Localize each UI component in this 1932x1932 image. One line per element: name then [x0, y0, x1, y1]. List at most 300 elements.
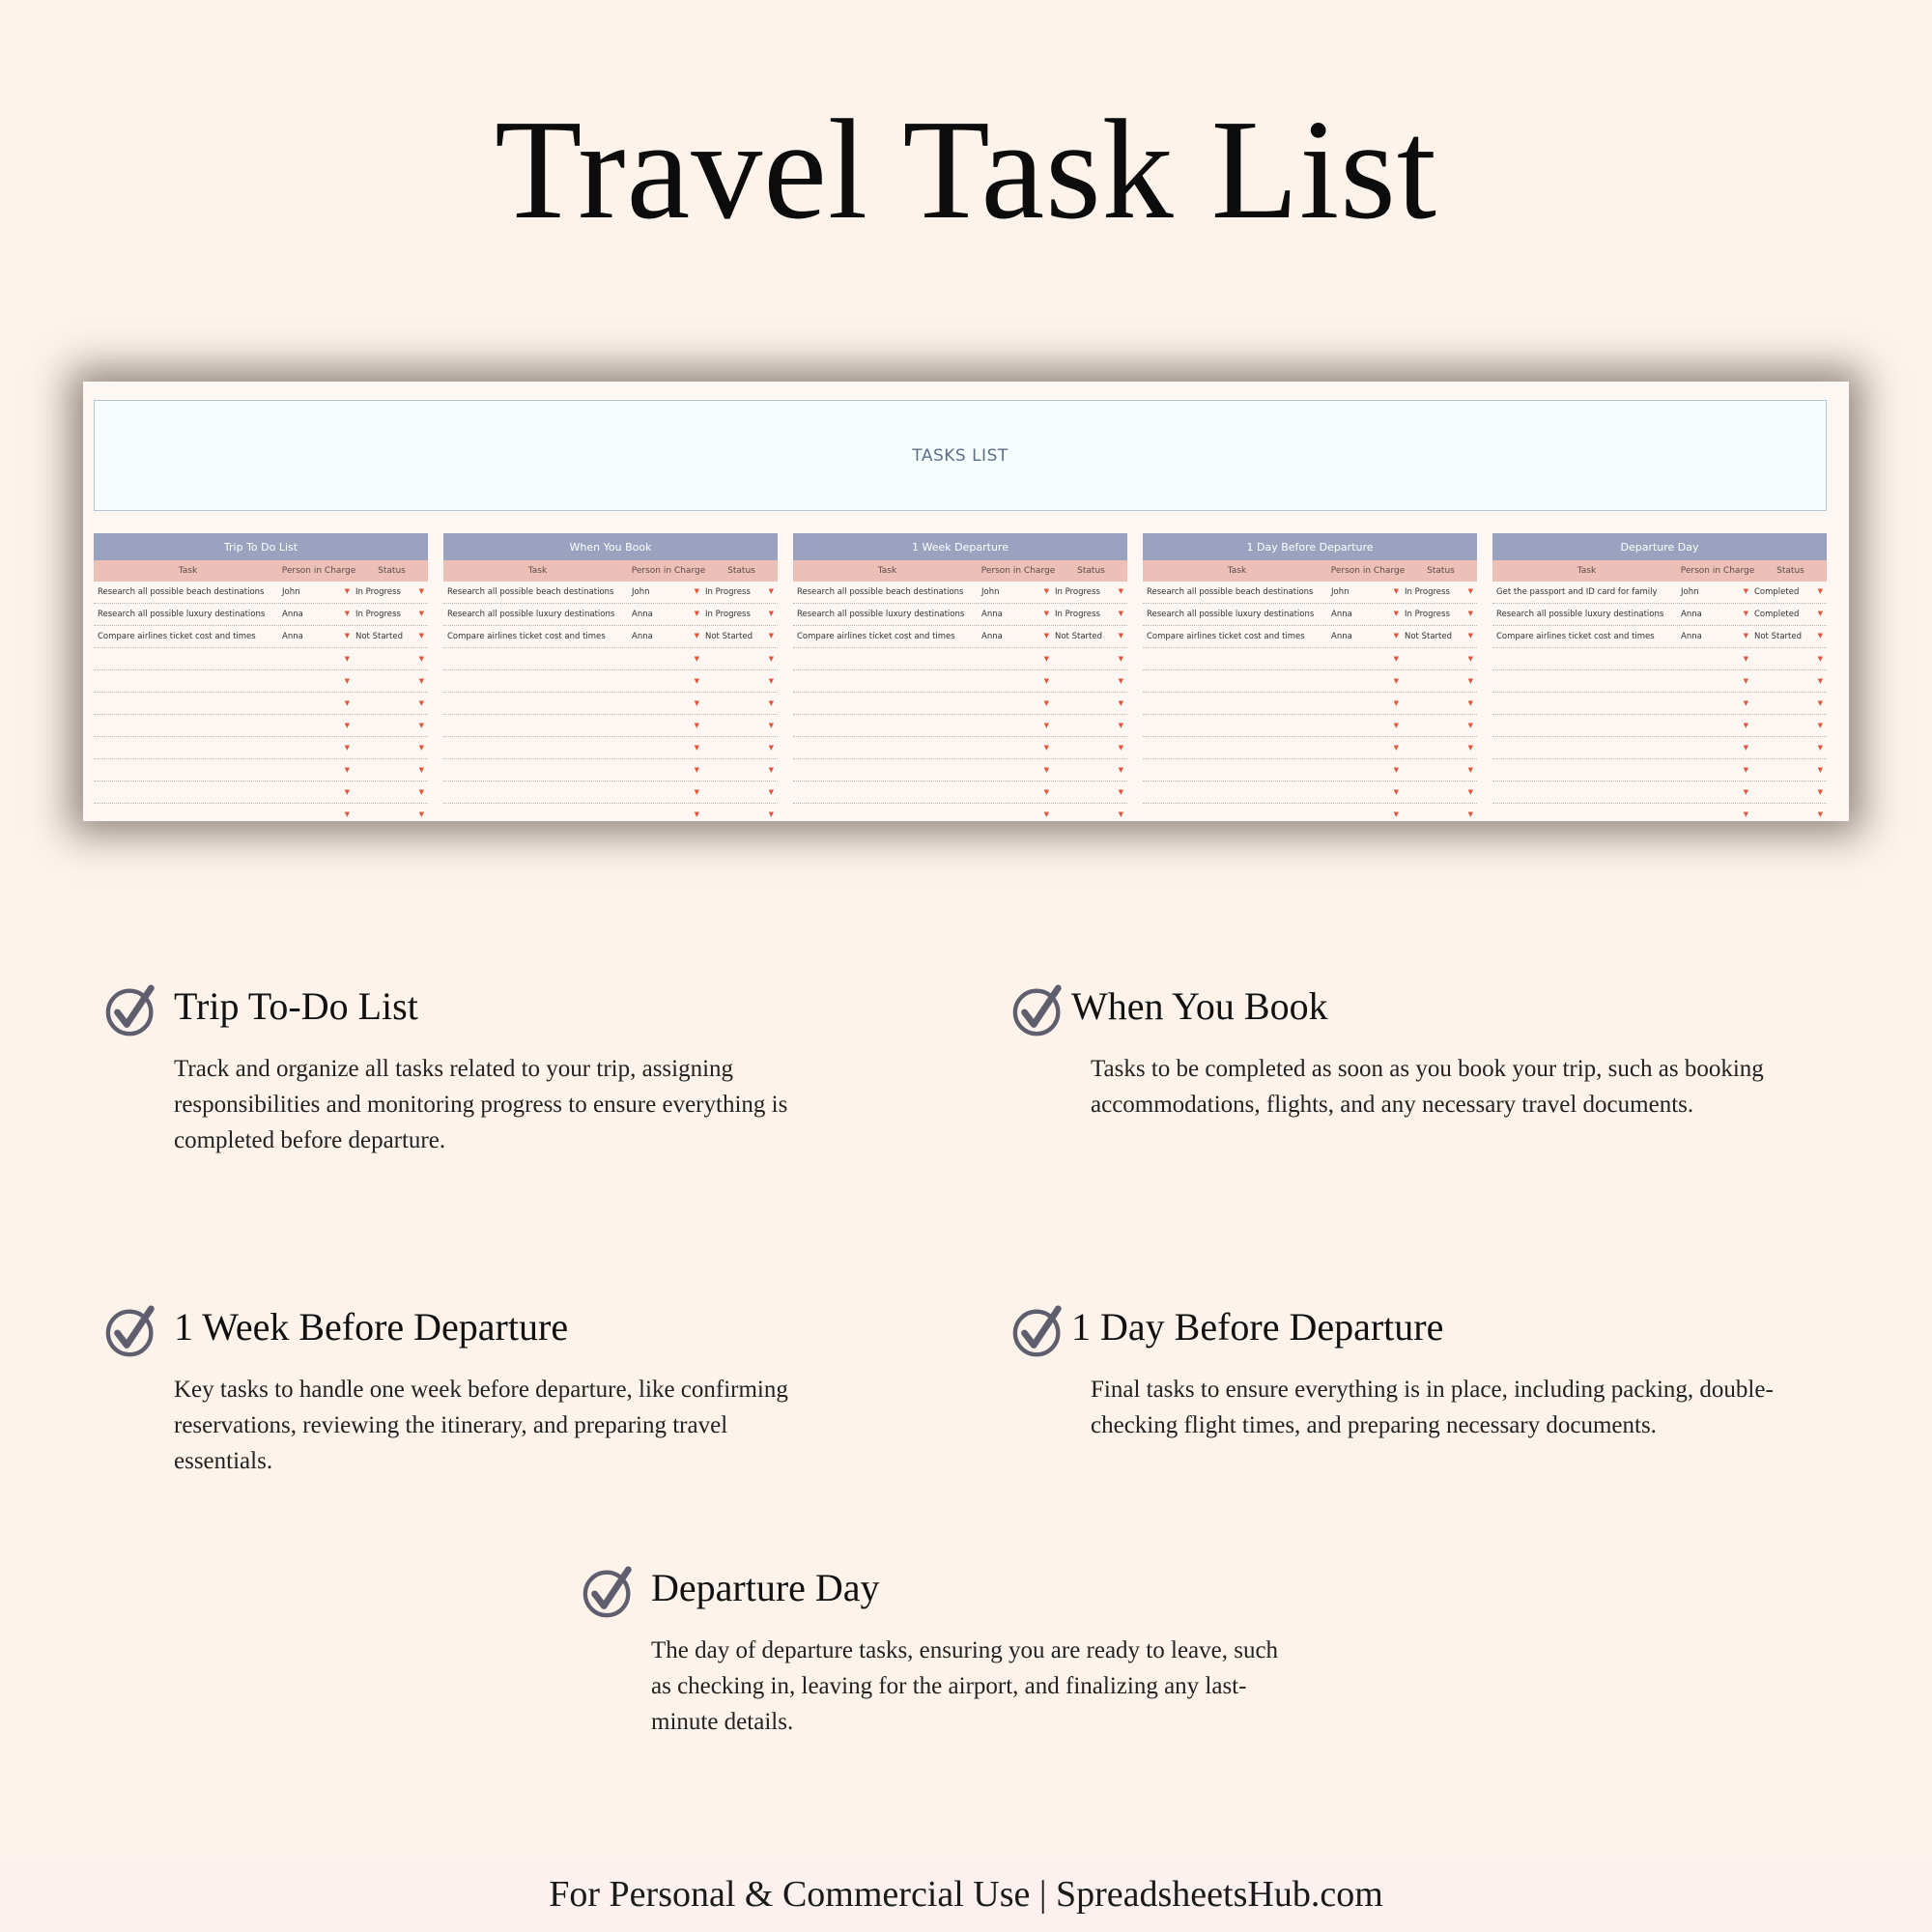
feature-section [582, 1565, 1432, 1758]
status-dropdown[interactable] [355, 632, 428, 641]
person-dropdown[interactable] [981, 655, 1055, 663]
person-dropdown[interactable] [282, 699, 355, 707]
description-line: accommodations, flights, and any necessary travel documents. [1091, 1092, 1694, 1118]
column-header: Task [527, 566, 548, 576]
description-line: Track and organize all tasks related to your trip, assigning [174, 1056, 734, 1082]
status-dropdown[interactable] [1055, 632, 1127, 641]
table-header [1492, 560, 1827, 582]
person-dropdown[interactable] [282, 655, 355, 663]
person-dropdown[interactable] [632, 655, 705, 663]
dropdown-caret-icon[interactable]: ▼ [768, 632, 774, 639]
dropdown-caret-icon[interactable]: ▼ [418, 677, 424, 685]
dropdown-caret-icon[interactable]: ▼ [1118, 810, 1123, 818]
person-dropdown[interactable] [981, 722, 1055, 729]
dropdown-caret-icon[interactable]: ▼ [344, 655, 350, 663]
person-dropdown[interactable] [981, 587, 1055, 597]
dropdown-caret-icon[interactable]: ▼ [1743, 610, 1748, 617]
status-dropdown[interactable] [1055, 677, 1127, 685]
dropdown-caret-icon[interactable]: ▼ [1467, 632, 1473, 639]
dropdown-caret-icon[interactable]: ▼ [344, 677, 350, 685]
task-cell[interactable]: Research all possible luxury destinations [797, 610, 965, 619]
dropdown-caret-icon[interactable]: ▼ [1467, 788, 1473, 796]
status-dropdown[interactable] [1754, 744, 1827, 752]
status-dropdown[interactable] [705, 655, 778, 663]
status-dropdown[interactable] [1055, 655, 1127, 663]
person-dropdown[interactable] [1681, 744, 1754, 752]
table-row [443, 582, 778, 604]
dropdown-caret-icon[interactable]: ▼ [418, 788, 424, 796]
task-cell[interactable]: Research all possible luxury destinations [98, 610, 266, 619]
person-dropdown[interactable] [1681, 722, 1754, 729]
dropdown-caret-icon[interactable]: ▼ [694, 610, 699, 617]
check-circle-icon [1011, 1304, 1067, 1360]
person-dropdown[interactable] [1331, 587, 1405, 597]
status-dropdown[interactable] [705, 766, 778, 774]
dropdown-caret-icon[interactable]: ▼ [1118, 699, 1123, 707]
description-line: reservations, reviewing the itinerary, and preparing travel [174, 1412, 728, 1438]
person-dropdown[interactable] [632, 587, 705, 597]
person-dropdown[interactable] [632, 744, 705, 752]
dropdown-caret-icon[interactable]: ▼ [694, 632, 699, 639]
person-dropdown[interactable] [1681, 655, 1754, 663]
dropdown-caret-icon[interactable]: ▼ [694, 722, 699, 729]
status-dropdown-value: Completed [1754, 587, 1800, 597]
person-dropdown[interactable] [981, 744, 1055, 752]
dropdown-caret-icon[interactable]: ▼ [1393, 810, 1399, 818]
person-dropdown[interactable] [282, 744, 355, 752]
dropdown-caret-icon[interactable]: ▼ [1393, 744, 1399, 752]
person-dropdown[interactable] [632, 677, 705, 685]
person-dropdown[interactable] [632, 722, 705, 729]
dropdown-caret-icon[interactable]: ▼ [694, 766, 699, 774]
person-dropdown[interactable] [1331, 699, 1405, 707]
dropdown-caret-icon[interactable]: ▼ [344, 810, 350, 818]
dropdown-caret-icon[interactable]: ▼ [1743, 655, 1748, 663]
dropdown-caret-icon[interactable]: ▼ [694, 788, 699, 796]
status-dropdown[interactable] [1754, 722, 1827, 729]
dropdown-caret-icon[interactable]: ▼ [1743, 677, 1748, 685]
dropdown-caret-icon[interactable]: ▼ [1043, 766, 1049, 774]
dropdown-caret-icon[interactable]: ▼ [1393, 610, 1399, 617]
dropdown-caret-icon[interactable]: ▼ [1817, 788, 1823, 796]
person-dropdown[interactable] [1331, 722, 1405, 729]
status-dropdown[interactable] [705, 587, 778, 597]
person-dropdown[interactable] [1681, 610, 1754, 619]
feature-description [1091, 1372, 1863, 1443]
task-cell[interactable]: Research all possible beach destinations [1147, 587, 1314, 597]
person-dropdown-value: John [1681, 587, 1699, 597]
dropdown-caret-icon[interactable]: ▼ [1043, 632, 1049, 639]
dropdown-caret-icon[interactable]: ▼ [694, 587, 699, 595]
table-row [793, 759, 1127, 781]
dropdown-caret-icon[interactable]: ▼ [768, 587, 774, 595]
status-dropdown[interactable] [1055, 610, 1127, 619]
dropdown-caret-icon[interactable]: ▼ [1118, 587, 1123, 595]
dropdown-caret-icon[interactable]: ▼ [1467, 744, 1473, 752]
status-dropdown-value: In Progress [1055, 587, 1100, 597]
status-dropdown[interactable] [1405, 587, 1477, 597]
column-header: Task [178, 566, 198, 576]
task-table [1492, 533, 1827, 821]
person-dropdown[interactable] [632, 610, 705, 619]
status-dropdown-value: In Progress [355, 610, 401, 619]
dropdown-caret-icon[interactable]: ▼ [1817, 677, 1823, 685]
dropdown-caret-icon[interactable]: ▼ [1393, 632, 1399, 639]
person-dropdown[interactable] [1681, 766, 1754, 774]
person-dropdown[interactable] [632, 699, 705, 707]
column-header: Person in Charge [1680, 566, 1755, 576]
person-dropdown[interactable] [981, 632, 1055, 641]
task-table [443, 533, 778, 821]
table-row [94, 781, 428, 804]
status-dropdown[interactable] [1754, 699, 1827, 707]
status-dropdown[interactable] [355, 677, 428, 685]
dropdown-caret-icon[interactable]: ▼ [344, 587, 350, 595]
dropdown-caret-icon[interactable]: ▼ [1817, 810, 1823, 818]
table-title: Trip To Do List [94, 533, 428, 560]
dropdown-caret-icon[interactable]: ▼ [344, 766, 350, 774]
dropdown-caret-icon[interactable]: ▼ [1817, 766, 1823, 774]
column-header: Task [877, 566, 897, 576]
dropdown-caret-icon[interactable]: ▼ [418, 810, 424, 818]
dropdown-caret-icon[interactable]: ▼ [1043, 744, 1049, 752]
dropdown-caret-icon[interactable]: ▼ [1467, 766, 1473, 774]
dropdown-caret-icon[interactable]: ▼ [1043, 788, 1049, 796]
table-header [793, 560, 1127, 582]
status-dropdown[interactable] [355, 744, 428, 752]
page-title: Travel Task List [495, 91, 1437, 249]
dropdown-caret-icon[interactable]: ▼ [694, 744, 699, 752]
dropdown-caret-icon[interactable]: ▼ [1118, 610, 1123, 617]
dropdown-caret-icon[interactable]: ▼ [1743, 722, 1748, 729]
dropdown-caret-icon[interactable]: ▼ [1743, 766, 1748, 774]
status-dropdown[interactable] [1405, 655, 1477, 663]
table-row [793, 670, 1127, 693]
status-dropdown[interactable] [1754, 766, 1827, 774]
status-dropdown[interactable] [355, 587, 428, 597]
dropdown-caret-icon[interactable]: ▼ [1393, 722, 1399, 729]
dropdown-caret-icon[interactable]: ▼ [1393, 766, 1399, 774]
dropdown-caret-icon[interactable]: ▼ [1467, 587, 1473, 595]
dropdown-caret-icon[interactable]: ▼ [418, 722, 424, 729]
dropdown-caret-icon[interactable]: ▼ [1043, 810, 1049, 818]
table-title: 1 Day Before Departure [1143, 533, 1477, 560]
dropdown-caret-icon[interactable]: ▼ [344, 788, 350, 796]
status-dropdown[interactable] [1055, 810, 1127, 818]
dropdown-caret-icon[interactable]: ▼ [768, 766, 774, 774]
task-cell[interactable]: Research all possible luxury destinations [447, 610, 615, 619]
person-dropdown[interactable] [1331, 810, 1405, 818]
dropdown-caret-icon[interactable]: ▼ [1743, 810, 1748, 818]
person-dropdown[interactable] [1681, 788, 1754, 796]
dropdown-caret-icon[interactable]: ▼ [1393, 788, 1399, 796]
dropdown-caret-icon[interactable]: ▼ [1467, 655, 1473, 663]
table-row [443, 804, 778, 821]
status-dropdown[interactable] [1754, 632, 1827, 641]
dropdown-caret-icon[interactable]: ▼ [1817, 610, 1823, 617]
dropdown-caret-icon[interactable]: ▼ [344, 744, 350, 752]
dropdown-caret-icon[interactable]: ▼ [1467, 610, 1473, 617]
status-dropdown-value: Not Started [1055, 632, 1102, 641]
status-dropdown[interactable] [1754, 655, 1827, 663]
dropdown-caret-icon[interactable]: ▼ [1393, 677, 1399, 685]
person-dropdown[interactable] [632, 810, 705, 818]
status-dropdown[interactable] [1405, 810, 1477, 818]
dropdown-caret-icon[interactable]: ▼ [1118, 632, 1123, 639]
dropdown-caret-icon[interactable]: ▼ [1467, 810, 1473, 818]
person-dropdown[interactable] [282, 788, 355, 796]
dropdown-caret-icon[interactable]: ▼ [1393, 587, 1399, 595]
status-dropdown[interactable] [705, 810, 778, 818]
dropdown-caret-icon[interactable]: ▼ [1817, 632, 1823, 639]
person-dropdown[interactable] [1681, 810, 1754, 818]
status-dropdown[interactable] [1754, 587, 1827, 597]
task-cell[interactable]: Compare airlines ticket cost and times [1496, 632, 1655, 641]
person-dropdown[interactable] [1331, 655, 1405, 663]
description-line: Tasks to be completed as soon as you book your trip, such as booking [1091, 1056, 1764, 1082]
status-dropdown[interactable] [1055, 722, 1127, 729]
status-dropdown[interactable] [355, 610, 428, 619]
dropdown-caret-icon[interactable]: ▼ [1817, 699, 1823, 707]
table-row [1492, 693, 1827, 715]
dropdown-caret-icon[interactable]: ▼ [1467, 677, 1473, 685]
table-row [1492, 582, 1827, 604]
dropdown-caret-icon[interactable]: ▼ [768, 699, 774, 707]
table-row [443, 604, 778, 626]
dropdown-caret-icon[interactable]: ▼ [418, 587, 424, 595]
column-header: Person in Charge [1330, 566, 1406, 576]
table-row [94, 715, 428, 737]
dropdown-caret-icon[interactable]: ▼ [418, 766, 424, 774]
feature-section [1011, 1304, 1861, 1497]
feature-description [651, 1633, 1424, 1740]
dropdown-caret-icon[interactable]: ▼ [418, 655, 424, 663]
table-row [443, 759, 778, 781]
status-dropdown[interactable] [355, 810, 428, 818]
table-row [1492, 781, 1827, 804]
dropdown-caret-icon[interactable]: ▼ [418, 610, 424, 617]
dropdown-caret-icon[interactable]: ▼ [344, 610, 350, 617]
task-cell[interactable]: Research all possible beach destinations [98, 587, 265, 597]
person-dropdown[interactable] [1681, 632, 1754, 641]
person-dropdown[interactable] [981, 699, 1055, 707]
dropdown-caret-icon[interactable]: ▼ [1817, 744, 1823, 752]
dropdown-caret-icon[interactable]: ▼ [1743, 788, 1748, 796]
person-dropdown[interactable] [282, 766, 355, 774]
task-cell[interactable]: Get the passport and ID card for family [1496, 587, 1658, 597]
table-row [793, 582, 1127, 604]
dropdown-caret-icon[interactable]: ▼ [1393, 655, 1399, 663]
status-dropdown[interactable] [1405, 744, 1477, 752]
person-dropdown[interactable] [1331, 766, 1405, 774]
dropdown-caret-icon[interactable]: ▼ [1043, 610, 1049, 617]
dropdown-caret-icon[interactable]: ▼ [1817, 587, 1823, 595]
status-dropdown[interactable] [355, 722, 428, 729]
dropdown-caret-icon[interactable]: ▼ [694, 655, 699, 663]
column-header: Person in Charge [631, 566, 706, 576]
dropdown-caret-icon[interactable]: ▼ [1817, 722, 1823, 729]
check-circle-icon [104, 983, 160, 1039]
dropdown-caret-icon[interactable]: ▼ [768, 655, 774, 663]
table-row [1492, 648, 1827, 670]
person-dropdown[interactable] [632, 766, 705, 774]
status-dropdown[interactable] [355, 788, 428, 796]
person-dropdown[interactable] [282, 677, 355, 685]
status-dropdown[interactable] [705, 788, 778, 796]
person-dropdown[interactable] [1681, 699, 1754, 707]
dropdown-caret-icon[interactable]: ▼ [1743, 699, 1748, 707]
table-row [443, 781, 778, 804]
dropdown-caret-icon[interactable]: ▼ [1118, 788, 1123, 796]
dropdown-caret-icon[interactable]: ▼ [1393, 699, 1399, 707]
task-cell[interactable]: Compare airlines ticket cost and times [1147, 632, 1305, 641]
dropdown-caret-icon[interactable]: ▼ [768, 722, 774, 729]
table-title: 1 Week Departure [793, 533, 1127, 560]
column-header: Status [1077, 566, 1105, 576]
status-dropdown[interactable] [1754, 788, 1827, 796]
dropdown-caret-icon[interactable]: ▼ [418, 744, 424, 752]
table-row [94, 582, 428, 604]
person-dropdown[interactable] [1331, 788, 1405, 796]
dropdown-caret-icon[interactable]: ▼ [418, 699, 424, 707]
status-dropdown[interactable] [705, 677, 778, 685]
status-dropdown[interactable] [1405, 722, 1477, 729]
status-dropdown[interactable] [1754, 610, 1827, 619]
feature-title: 1 Day Before Departure [1071, 1305, 1444, 1349]
dropdown-caret-icon[interactable]: ▼ [768, 610, 774, 617]
dropdown-caret-icon[interactable]: ▼ [1118, 722, 1123, 729]
status-dropdown[interactable] [1405, 788, 1477, 796]
task-cell[interactable]: Compare airlines ticket cost and times [797, 632, 955, 641]
dropdown-caret-icon[interactable]: ▼ [768, 744, 774, 752]
person-dropdown[interactable] [1331, 632, 1405, 641]
status-dropdown[interactable] [355, 699, 428, 707]
person-dropdown[interactable] [1681, 677, 1754, 685]
spreadsheet-preview [83, 382, 1849, 821]
person-dropdown[interactable] [282, 632, 355, 641]
person-dropdown[interactable] [1331, 677, 1405, 685]
dropdown-caret-icon[interactable]: ▼ [1467, 699, 1473, 707]
status-dropdown[interactable] [705, 699, 778, 707]
task-cell[interactable]: Compare airlines ticket cost and times [447, 632, 606, 641]
task-cell[interactable]: Compare airlines ticket cost and times [98, 632, 256, 641]
sheet-banner: TASKS LIST [94, 400, 1827, 511]
dropdown-caret-icon[interactable]: ▼ [1118, 766, 1123, 774]
column-header: Status [378, 566, 406, 576]
dropdown-caret-icon[interactable]: ▼ [694, 810, 699, 818]
table-row [1143, 781, 1477, 804]
dropdown-caret-icon[interactable]: ▼ [344, 722, 350, 729]
dropdown-caret-icon[interactable]: ▼ [1467, 722, 1473, 729]
table-row [1143, 693, 1477, 715]
status-dropdown-value: In Progress [705, 587, 751, 597]
person-dropdown[interactable] [632, 788, 705, 796]
status-dropdown[interactable] [1055, 699, 1127, 707]
dropdown-caret-icon[interactable]: ▼ [418, 632, 424, 639]
dropdown-caret-icon[interactable]: ▼ [1743, 744, 1748, 752]
task-cell[interactable]: Research all possible luxury destinations [1496, 610, 1664, 619]
table-row [94, 648, 428, 670]
dropdown-caret-icon[interactable]: ▼ [1043, 655, 1049, 663]
status-dropdown-value: In Progress [705, 610, 751, 619]
status-dropdown-value: Not Started [705, 632, 753, 641]
table-title: Departure Day [1492, 533, 1827, 560]
status-dropdown[interactable] [1055, 744, 1127, 752]
person-dropdown[interactable] [981, 810, 1055, 818]
dropdown-caret-icon[interactable]: ▼ [768, 788, 774, 796]
dropdown-caret-icon[interactable]: ▼ [1043, 587, 1049, 595]
dropdown-caret-icon[interactable]: ▼ [694, 699, 699, 707]
person-dropdown[interactable] [282, 810, 355, 818]
person-dropdown[interactable] [981, 610, 1055, 619]
dropdown-caret-icon[interactable]: ▼ [1043, 722, 1049, 729]
status-dropdown[interactable] [355, 655, 428, 663]
table-row [94, 604, 428, 626]
dropdown-caret-icon[interactable]: ▼ [1817, 655, 1823, 663]
dropdown-caret-icon[interactable]: ▼ [1043, 699, 1049, 707]
person-dropdown[interactable] [981, 788, 1055, 796]
description-line: essentials. [174, 1448, 273, 1474]
status-dropdown[interactable] [705, 722, 778, 729]
task-cell[interactable]: Research all possible beach destinations [447, 587, 614, 597]
feature-section [104, 983, 954, 1177]
dropdown-caret-icon[interactable]: ▼ [768, 677, 774, 685]
status-dropdown[interactable] [1405, 677, 1477, 685]
dropdown-caret-icon[interactable]: ▼ [1743, 587, 1748, 595]
dropdown-caret-icon[interactable]: ▼ [768, 810, 774, 818]
task-cell[interactable]: Research all possible luxury destinations [1147, 610, 1315, 619]
status-dropdown[interactable] [705, 744, 778, 752]
person-dropdown[interactable] [981, 677, 1055, 685]
table-row [94, 737, 428, 759]
person-dropdown-value: John [282, 587, 300, 597]
task-cell[interactable]: Research all possible beach destinations [797, 587, 964, 597]
status-dropdown[interactable] [705, 632, 778, 641]
status-dropdown[interactable] [1405, 766, 1477, 774]
status-dropdown[interactable] [1055, 788, 1127, 796]
dropdown-caret-icon[interactable]: ▼ [1118, 677, 1123, 685]
status-dropdown[interactable] [705, 610, 778, 619]
person-dropdown[interactable] [1331, 744, 1405, 752]
person-dropdown[interactable] [1331, 610, 1405, 619]
dropdown-caret-icon[interactable]: ▼ [1043, 677, 1049, 685]
person-dropdown[interactable] [1681, 587, 1754, 597]
status-dropdown[interactable] [1405, 699, 1477, 707]
person-dropdown[interactable] [981, 766, 1055, 774]
dropdown-caret-icon[interactable]: ▼ [694, 677, 699, 685]
status-dropdown[interactable] [355, 766, 428, 774]
person-dropdown[interactable] [282, 722, 355, 729]
status-dropdown[interactable] [1405, 632, 1477, 641]
status-dropdown[interactable] [1754, 677, 1827, 685]
dropdown-caret-icon[interactable]: ▼ [344, 632, 350, 639]
dropdown-caret-icon[interactable]: ▼ [1118, 655, 1123, 663]
dropdown-caret-icon[interactable]: ▼ [344, 699, 350, 707]
status-dropdown[interactable] [1405, 610, 1477, 619]
status-dropdown[interactable] [1055, 766, 1127, 774]
description-line: The day of departure tasks, ensuring you are ready to leave, such [651, 1637, 1279, 1663]
dropdown-caret-icon[interactable]: ▼ [1743, 632, 1748, 639]
description-line: Final tasks to ensure everything is in place, including packing, double- [1091, 1377, 1774, 1403]
person-dropdown[interactable] [282, 610, 355, 619]
table-row [1143, 582, 1477, 604]
status-dropdown[interactable] [1055, 587, 1127, 597]
feature-description [1091, 1051, 1863, 1122]
person-dropdown[interactable] [282, 587, 355, 597]
status-dropdown[interactable] [1754, 810, 1827, 818]
person-dropdown[interactable] [632, 632, 705, 641]
dropdown-caret-icon[interactable]: ▼ [1118, 744, 1123, 752]
